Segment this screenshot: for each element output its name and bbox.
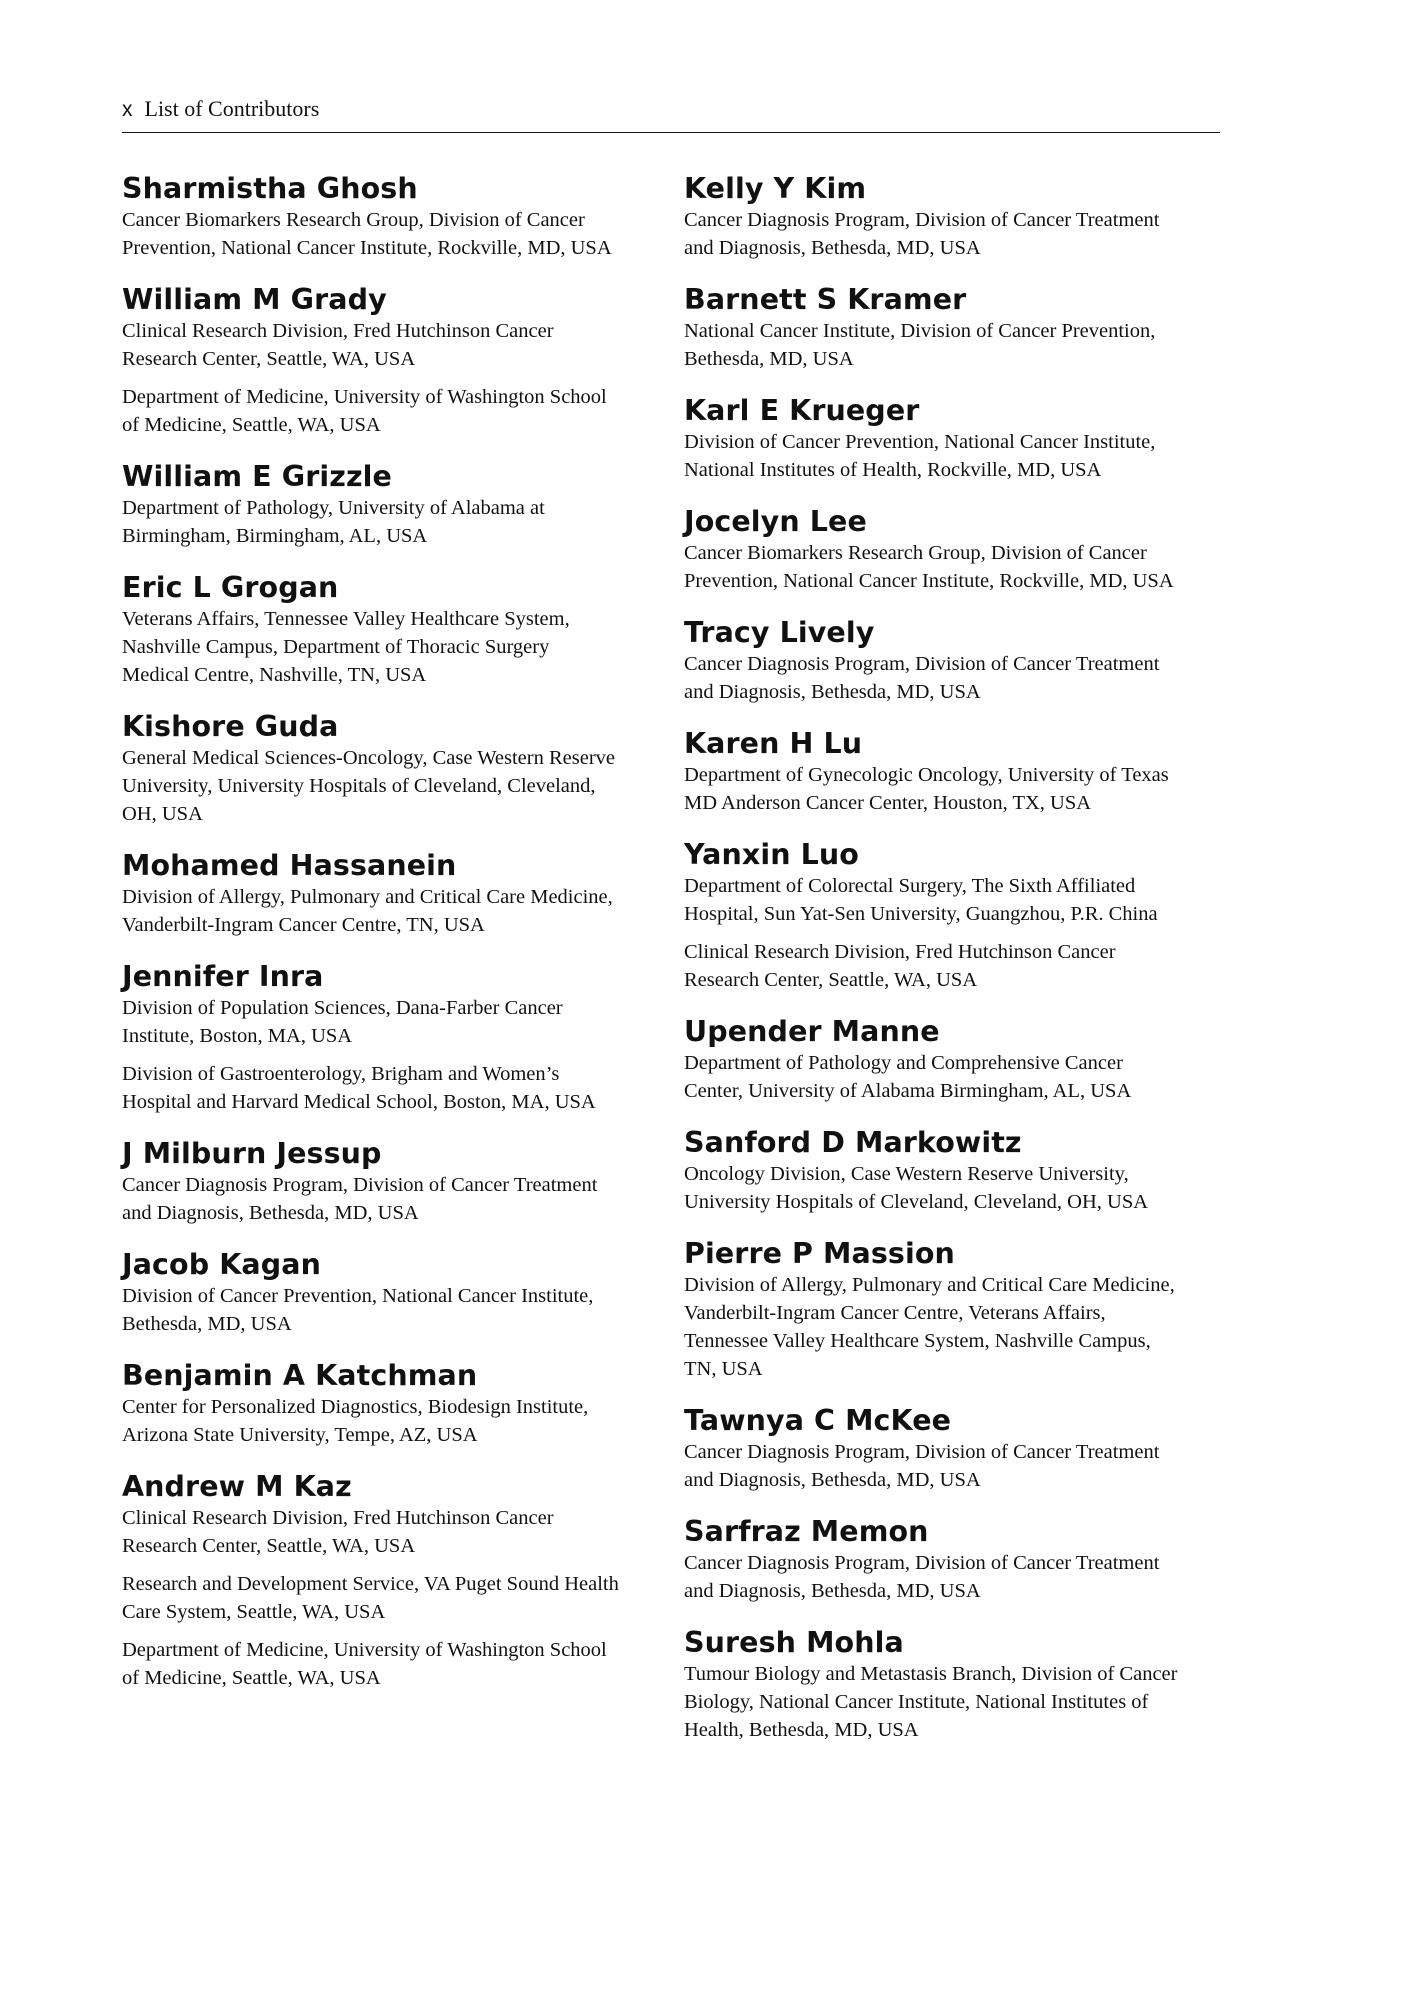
contributor-name: Kelly Y Kim — [684, 172, 867, 205]
affiliation-line: Cancer Diagnosis Program, Division of Cancer Treatment — [684, 1552, 1160, 1574]
contributor-affiliation — [122, 1282, 662, 1338]
contributor-entry — [122, 710, 662, 828]
contributor-affiliation — [122, 744, 662, 828]
affiliation-line: Hospital and Harvard Medical School, Boston, MA, USA — [122, 1091, 596, 1113]
affiliation-line: Institute, Boston, MA, USA — [122, 1025, 353, 1047]
contributor-entry — [122, 571, 662, 689]
page-number: x — [122, 98, 133, 121]
contributor-entry — [684, 172, 1224, 262]
contributor-name: Jocelyn Lee — [684, 505, 867, 538]
contributor-entry — [684, 1237, 1224, 1383]
contributor-entry — [684, 1015, 1224, 1105]
contributor-name: Sanford D Markowitz — [684, 1126, 1022, 1159]
contributor-name: Andrew M Kaz — [122, 1470, 352, 1503]
affiliation-line: Veterans Affairs, Tennessee Valley Healthcare System, — [122, 608, 570, 630]
affiliation-line: Vanderbilt-Ingram Cancer Centre, Veterans Affairs, — [684, 1302, 1106, 1324]
affiliation-line: Research and Development Service, VA Puget Sound Health — [122, 1573, 619, 1595]
contributor-name: Tawnya C McKee — [684, 1404, 952, 1437]
affiliation-line: Research Center, Seattle, WA, USA — [684, 969, 978, 991]
contributor-name: Tracy Lively — [684, 616, 875, 649]
contributors-column-left — [122, 172, 662, 1713]
contributor-entry — [122, 960, 662, 1116]
contributor-affiliation — [684, 1660, 1224, 1744]
affiliation-line: Clinical Research Division, Fred Hutchinson Cancer — [122, 320, 554, 342]
contributor-affiliation — [684, 1271, 1224, 1383]
affiliation-line: Prevention, National Cancer Institute, Rockville, MD, USA — [684, 570, 1174, 592]
contributor-name: Jacob Kagan — [122, 1248, 321, 1281]
affiliation-line: Division of Population Sciences, Dana-Farber Cancer — [122, 997, 563, 1019]
affiliation-line: National Cancer Institute, Division of Cancer Prevention, — [684, 320, 1156, 342]
contributor-entry — [122, 1359, 662, 1449]
contributor-entry — [122, 1470, 662, 1692]
affiliation-line: Cancer Diagnosis Program, Division of Cancer Treatment — [122, 1174, 598, 1196]
affiliation-line: Division of Cancer Prevention, National Cancer Institute, — [122, 1285, 594, 1307]
affiliation-line: and Diagnosis, Bethesda, MD, USA — [684, 681, 981, 703]
contributor-entry — [684, 1626, 1224, 1744]
affiliation-line: Department of Medicine, University of Washington School — [122, 1639, 607, 1661]
affiliation-line: TN, USA — [684, 1358, 763, 1380]
affiliation-line: Care System, Seattle, WA, USA — [122, 1601, 386, 1623]
contributor-affiliation — [122, 206, 662, 262]
contributor-name: Sharmistha Ghosh — [122, 172, 418, 205]
contributor-affiliation — [122, 383, 662, 439]
affiliation-line: Research Center, Seattle, WA, USA — [122, 1535, 416, 1557]
contributor-entry — [122, 283, 662, 439]
affiliation-line: Cancer Diagnosis Program, Division of Cancer Treatment — [684, 209, 1160, 231]
affiliation-line: OH, USA — [122, 803, 203, 825]
affiliation-line: Division of Cancer Prevention, National Cancer Institute, — [684, 431, 1156, 453]
affiliation-line: Department of Gynecologic Oncology, University of Texas — [684, 764, 1169, 786]
contributor-affiliation — [684, 1549, 1224, 1605]
contributor-name: Upender Manne — [684, 1015, 940, 1048]
contributor-affiliation — [684, 650, 1224, 706]
contributor-affiliation — [122, 1393, 662, 1449]
affiliation-line: Division of Allergy, Pulmonary and Critical Care Medicine, — [684, 1274, 1175, 1296]
affiliation-line: Department of Colorectal Surgery, The Sixth Affiliated — [684, 875, 1136, 897]
contributor-name: Mohamed Hassanein — [122, 849, 457, 882]
affiliation-line: and Diagnosis, Bethesda, MD, USA — [684, 1580, 981, 1602]
contributor-name: Kishore Guda — [122, 710, 339, 743]
affiliation-line: Tumour Biology and Metastasis Branch, Division of Cancer — [684, 1663, 1178, 1685]
affiliation-line: Birmingham, Birmingham, AL, USA — [122, 525, 428, 547]
contributor-affiliation — [122, 1060, 662, 1116]
affiliation-line: Center for Personalized Diagnostics, Biodesign Institute, — [122, 1396, 589, 1418]
contributor-name: Yanxin Luo — [684, 838, 859, 871]
affiliation-line: Bethesda, MD, USA — [684, 348, 854, 370]
contributor-name: Sarfraz Memon — [684, 1515, 929, 1548]
affiliation-line: Cancer Biomarkers Research Group, Division of Cancer — [684, 542, 1147, 564]
contributor-entry — [684, 394, 1224, 484]
contributor-name: William M Grady — [122, 283, 387, 316]
contributor-affiliation — [122, 1171, 662, 1227]
contributor-affiliation — [122, 994, 662, 1050]
contributor-name: Karl E Krueger — [684, 394, 920, 427]
affiliation-line: National Institutes of Health, Rockville, MD, USA — [684, 459, 1102, 481]
contributor-affiliation — [684, 428, 1224, 484]
contributor-affiliation — [684, 938, 1224, 994]
affiliation-line: Clinical Research Division, Fred Hutchinson Cancer — [684, 941, 1116, 963]
affiliation-line: Division of Gastroenterology, Brigham and Women’s — [122, 1063, 560, 1085]
contributor-entry — [122, 1137, 662, 1227]
contributor-affiliation — [122, 494, 662, 550]
contributor-entry — [684, 505, 1224, 595]
contributor-entry — [684, 1515, 1224, 1605]
contributor-affiliation — [684, 206, 1224, 262]
contributor-name: Eric L Grogan — [122, 571, 339, 604]
contributor-affiliation — [122, 1636, 662, 1692]
contributor-affiliation — [122, 605, 662, 689]
affiliation-line: Oncology Division, Case Western Reserve University, — [684, 1163, 1129, 1185]
affiliation-line: Bethesda, MD, USA — [122, 1313, 292, 1335]
affiliation-line: Department of Pathology and Comprehensive Cancer — [684, 1052, 1123, 1074]
affiliation-line: MD Anderson Cancer Center, Houston, TX, USA — [684, 792, 1092, 814]
contributor-entry — [684, 616, 1224, 706]
contributor-entry — [684, 1404, 1224, 1494]
affiliation-line: Clinical Research Division, Fred Hutchinson Cancer — [122, 1507, 554, 1529]
affiliation-line: Medical Centre, Nashville, TN, USA — [122, 664, 427, 686]
contributor-entry — [684, 1126, 1224, 1216]
contributor-affiliation — [122, 1504, 662, 1560]
affiliation-line: Department of Medicine, University of Washington School — [122, 386, 607, 408]
affiliation-line: and Diagnosis, Bethesda, MD, USA — [684, 1469, 981, 1491]
affiliation-line: Center, University of Alabama Birmingham, AL, USA — [684, 1080, 1132, 1102]
contributor-affiliation — [684, 1438, 1224, 1494]
affiliation-line: Tennessee Valley Healthcare System, Nashville Campus, — [684, 1330, 1151, 1352]
contributor-name: Jennifer Inra — [122, 960, 324, 993]
contributor-affiliation — [684, 761, 1224, 817]
affiliation-line: Nashville Campus, Department of Thoracic Surgery — [122, 636, 550, 658]
contributors-column-right — [684, 172, 1224, 1765]
contributor-name: Benjamin A Katchman — [122, 1359, 478, 1392]
affiliation-line: Cancer Biomarkers Research Group, Division of Cancer — [122, 209, 585, 231]
affiliation-line: University, University Hospitals of Cleveland, Cleveland, — [122, 775, 596, 797]
contributor-name: Barnett S Kramer — [684, 283, 967, 316]
contributor-entry — [684, 283, 1224, 373]
affiliation-line: Health, Bethesda, MD, USA — [684, 1719, 919, 1741]
affiliation-line: Research Center, Seattle, WA, USA — [122, 348, 416, 370]
contributor-entry — [684, 838, 1224, 994]
contributor-affiliation — [122, 883, 662, 939]
contributor-entry — [122, 1248, 662, 1338]
contributor-affiliation — [684, 872, 1224, 928]
contributor-affiliation — [684, 539, 1224, 595]
contributor-name: Suresh Mohla — [684, 1626, 904, 1659]
affiliation-line: University Hospitals of Cleveland, Cleveland, OH, USA — [684, 1191, 1149, 1213]
contributor-entry — [122, 172, 662, 262]
affiliation-line: Cancer Diagnosis Program, Division of Cancer Treatment — [684, 653, 1160, 675]
header-rule — [122, 132, 1220, 133]
affiliation-line: Vanderbilt-Ingram Cancer Centre, TN, USA — [122, 914, 485, 936]
contributor-affiliation — [122, 317, 662, 373]
contributor-name: William E Grizzle — [122, 460, 392, 493]
affiliation-line: Hospital, Sun Yat-Sen University, Guangzhou, P.R. China — [684, 903, 1158, 925]
affiliation-line: of Medicine, Seattle, WA, USA — [122, 414, 381, 436]
affiliation-line: Arizona State University, Tempe, AZ, USA — [122, 1424, 478, 1446]
contributor-affiliation — [684, 1160, 1224, 1216]
affiliation-line: and Diagnosis, Bethesda, MD, USA — [684, 237, 981, 259]
contributor-affiliation — [122, 1570, 662, 1626]
running-head-title: List of Contributors — [144, 96, 320, 121]
affiliation-line: Cancer Diagnosis Program, Division of Cancer Treatment — [684, 1441, 1160, 1463]
contributor-name: J Milburn Jessup — [122, 1137, 382, 1170]
affiliation-line: Biology, National Cancer Institute, National Institutes of — [684, 1691, 1149, 1713]
affiliation-line: of Medicine, Seattle, WA, USA — [122, 1667, 381, 1689]
affiliation-line: and Diagnosis, Bethesda, MD, USA — [122, 1202, 419, 1224]
contributor-entry — [122, 849, 662, 939]
contributor-name: Pierre P Massion — [684, 1237, 955, 1270]
contributor-entry — [122, 460, 662, 550]
contributor-entry — [684, 727, 1224, 817]
affiliation-line: Division of Allergy, Pulmonary and Critical Care Medicine, — [122, 886, 613, 908]
affiliation-line: Department of Pathology, University of Alabama at — [122, 497, 545, 519]
running-head — [122, 94, 1220, 125]
affiliation-line: Prevention, National Cancer Institute, Rockville, MD, USA — [122, 237, 612, 259]
contributor-affiliation — [684, 1049, 1224, 1105]
contributor-affiliation — [684, 317, 1224, 373]
affiliation-line: General Medical Sciences-Oncology, Case Western Reserve — [122, 747, 616, 769]
contributor-name: Karen H Lu — [684, 727, 863, 760]
